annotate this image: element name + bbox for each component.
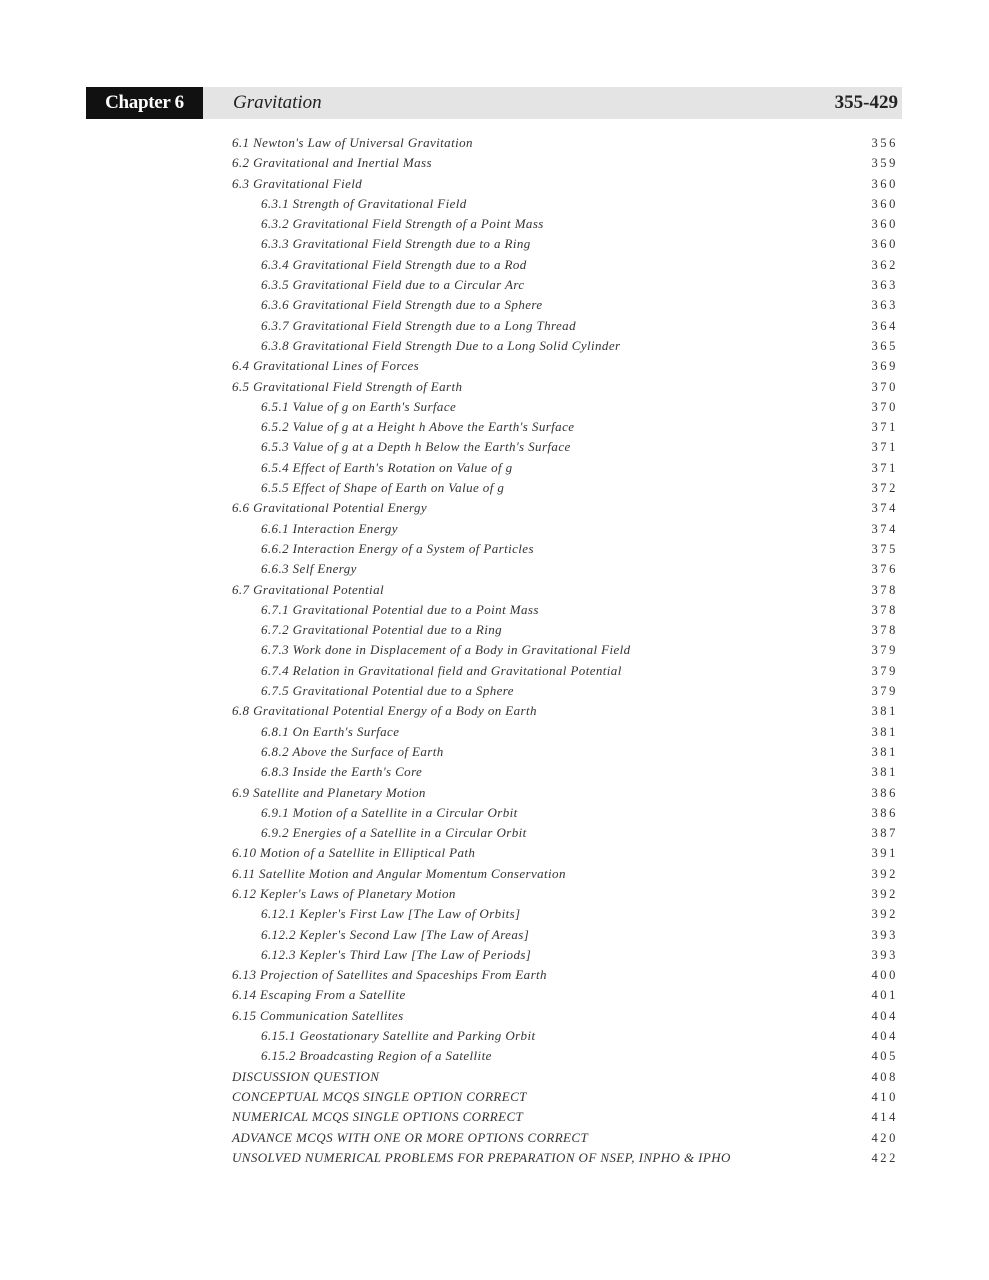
toc-entry <box>232 884 900 904</box>
toc-entry <box>232 600 900 620</box>
toc-entry-title: 6.10 Motion of a Satellite in Elliptical Path <box>232 845 476 861</box>
toc-entry <box>232 377 900 397</box>
toc-entry <box>232 356 900 376</box>
toc-entry-page: 376 <box>871 562 898 577</box>
toc-entry <box>232 153 900 173</box>
toc-entry <box>232 295 900 315</box>
chapter-title: Gravitation <box>233 92 322 113</box>
toc-entry-page: 369 <box>871 359 898 374</box>
toc-entry-page: 379 <box>871 663 898 678</box>
toc-entry <box>232 1128 900 1148</box>
toc-entry <box>232 519 900 539</box>
toc-entry <box>232 580 900 600</box>
chapter-header <box>86 87 902 119</box>
toc-entry <box>232 783 900 803</box>
toc-entry-page: 401 <box>871 988 898 1003</box>
toc-entry-title: 6.6.1 Interaction Energy <box>261 520 398 536</box>
toc-entry <box>232 762 900 782</box>
toc-entry-page: 359 <box>871 156 898 171</box>
toc-entry-title: 6.4 Gravitational Lines of Forces <box>232 358 420 374</box>
toc-entry <box>232 498 900 518</box>
toc-entry-page: 378 <box>871 623 898 638</box>
toc-entry-title: 6.3.5 Gravitational Field due to a Circular Arc <box>261 277 525 293</box>
toc-entry-page: 404 <box>871 1029 898 1044</box>
toc-entry <box>232 620 900 640</box>
toc-entry-title: 6.3 Gravitational Field <box>232 175 363 191</box>
toc-entry-page: 356 <box>871 136 898 150</box>
toc-entry-page: 370 <box>871 399 898 414</box>
toc-entry <box>232 437 900 457</box>
toc-entry <box>232 275 900 295</box>
toc-entry <box>232 925 900 945</box>
toc-entry-title: 6.3.6 Gravitational Field Strength due to a Sphere <box>261 297 543 313</box>
toc-entry <box>232 336 900 356</box>
toc-entry-page: 422 <box>871 1150 898 1165</box>
toc-entry-title: 6.3.3 Gravitational Field Strength due to a Ring <box>261 236 531 252</box>
toc-entry <box>232 174 900 194</box>
toc-entry-page: 381 <box>871 704 898 719</box>
toc-entry <box>232 478 900 498</box>
toc-entry-page: 362 <box>871 257 898 272</box>
chapter-label: Chapter 6 <box>86 87 203 119</box>
toc-entry-page: 410 <box>871 1089 898 1104</box>
toc-entry <box>232 965 900 985</box>
toc-entry <box>232 214 900 234</box>
toc-entry-title: 6.15.2 Broadcasting Region of a Satellite <box>261 1048 492 1064</box>
toc-entry-page: 374 <box>871 521 898 536</box>
toc-entry-page: 378 <box>871 602 898 617</box>
toc-entry-title: 6.7.1 Gravitational Potential due to a Point Mass <box>261 601 539 617</box>
toc-entry-title: 6.3.7 Gravitational Field Strength due to a Long Thread <box>261 317 576 333</box>
toc-entry <box>232 985 900 1005</box>
toc-entry <box>232 1067 900 1087</box>
toc-entry-page: 393 <box>871 947 898 962</box>
toc-entry-title: 6.3.2 Gravitational Field Strength of a Point Mass <box>261 216 544 232</box>
toc-entry-title: 6.7.4 Relation in Gravitational field and Gravitational Potential <box>261 662 622 678</box>
toc-entry-title: 6.9.2 Energies of a Satellite in a Circular Orbit <box>261 825 527 841</box>
toc-entry-title: 6.7 Gravitational Potential <box>232 581 384 597</box>
toc-entry <box>232 661 900 681</box>
toc-entry-page: 386 <box>871 805 898 820</box>
toc-entry <box>232 255 900 275</box>
toc-entry <box>232 316 900 336</box>
toc-entry-title: 6.3.8 Gravitational Field Strength Due to a Long Solid Cylinder <box>261 337 621 353</box>
toc-entry <box>232 823 900 843</box>
toc-entry <box>232 1006 900 1026</box>
toc-entry-title: 6.11 Satellite Motion and Angular Momentum Conservation <box>232 865 566 881</box>
toc-entry <box>232 417 900 437</box>
toc-entry-page: 405 <box>871 1049 898 1064</box>
toc-entry-page: 378 <box>871 582 898 597</box>
toc-entry-page: 360 <box>871 176 898 191</box>
toc-entry-page: 364 <box>871 318 898 333</box>
toc-entry-page: 363 <box>871 298 898 313</box>
toc-entry-page: 400 <box>871 968 898 983</box>
toc-entry <box>232 864 900 884</box>
toc-entry-title: 6.7.5 Gravitational Potential due to a Sphere <box>261 683 514 699</box>
toc-entry <box>232 945 900 965</box>
toc-entry-page: 392 <box>871 866 898 881</box>
toc-entry-title: ADVANCE MCQS WITH ONE OR MORE OPTIONS CORRECT <box>232 1129 589 1145</box>
table-of-contents <box>232 133 900 1168</box>
toc-entry-page: 360 <box>871 217 898 232</box>
toc-entry-page: 392 <box>871 886 898 901</box>
toc-entry <box>232 194 900 214</box>
toc-entry-title: 6.9.1 Motion of a Satellite in a Circular Orbit <box>261 804 518 820</box>
toc-entry-title: UNSOLVED NUMERICAL PROBLEMS FOR PREPARATION OF NSEP, INPHO & IPHO <box>232 1149 731 1165</box>
toc-entry-title: 6.9 Satellite and Planetary Motion <box>232 784 426 800</box>
toc-entry-page: 381 <box>871 724 898 739</box>
toc-entry <box>232 843 900 863</box>
toc-entry-page: 392 <box>871 907 898 922</box>
toc-entry-title: 6.3.1 Strength of Gravitational Field <box>261 195 467 211</box>
toc-entry-page: 420 <box>871 1130 898 1145</box>
toc-entry-title: 6.5.3 Value of g at a Depth h Below the Earth's Surface <box>261 439 571 455</box>
toc-entry <box>232 559 900 579</box>
toc-entry-page: 379 <box>871 643 898 658</box>
toc-entry-title: DISCUSSION QUESTION <box>232 1068 380 1084</box>
toc-entry <box>232 742 900 762</box>
toc-entry <box>232 904 900 924</box>
toc-entry-page: 360 <box>871 237 898 252</box>
toc-entry-page: 387 <box>871 826 898 841</box>
toc-entry-title: 6.12.2 Kepler's Second Law [The Law of Areas] <box>261 926 530 942</box>
toc-entry-page: 365 <box>871 338 898 353</box>
toc-entry-title: 6.12.3 Kepler's Third Law [The Law of Periods] <box>261 946 532 962</box>
toc-entry-title: 6.15.1 Geostationary Satellite and Parking Orbit <box>261 1028 536 1044</box>
toc-entry-page: 360 <box>871 196 898 211</box>
toc-entry-title: 6.3.4 Gravitational Field Strength due to a Rod <box>261 256 527 272</box>
toc-entry <box>232 1148 900 1168</box>
toc-entry-page: 363 <box>871 278 898 293</box>
toc-entry-page: 371 <box>871 460 898 475</box>
toc-entry <box>232 640 900 660</box>
toc-entry <box>232 1046 900 1066</box>
toc-entry-title: 6.8.2 Above the Surface of Earth <box>261 743 444 759</box>
toc-entry-title: 6.7.3 Work done in Displacement of a Body in Gravitational Field <box>261 642 631 658</box>
toc-entry-title: 6.8.1 On Earth's Surface <box>261 723 400 739</box>
toc-entry-title: 6.7.2 Gravitational Potential due to a Ring <box>261 622 503 638</box>
toc-entry-page: 404 <box>871 1008 898 1023</box>
toc-entry-page: 371 <box>871 440 898 455</box>
toc-entry <box>232 803 900 823</box>
toc-entry-title: NUMERICAL MCQS SINGLE OPTIONS CORRECT <box>232 1109 524 1125</box>
toc-entry-title: 6.5.4 Effect of Earth's Rotation on Value of g <box>261 459 513 475</box>
toc-entry <box>232 722 900 742</box>
toc-entry <box>232 681 900 701</box>
toc-entry-title: 6.8.3 Inside the Earth's Core <box>261 764 423 780</box>
toc-entry-page: 414 <box>871 1110 898 1125</box>
chapter-title-bar <box>203 87 902 119</box>
toc-entry-title: 6.8 Gravitational Potential Energy of a Body on Earth <box>232 703 537 719</box>
toc-entry-page: 379 <box>871 684 898 699</box>
toc-entry-title: 6.2 Gravitational and Inertial Mass <box>232 155 432 171</box>
toc-entry-title: 6.5.2 Value of g at a Height h Above the Earth's Surface <box>261 419 575 435</box>
toc-entry <box>232 539 900 559</box>
toc-entry-page: 370 <box>871 379 898 394</box>
toc-entry-page: 408 <box>871 1069 898 1084</box>
toc-entry-title: 6.13 Projection of Satellites and Spaceships From Earth <box>232 967 547 983</box>
toc-entry <box>232 234 900 254</box>
toc-entry-title: 6.6 Gravitational Potential Energy <box>232 500 428 516</box>
toc-entry <box>232 397 900 417</box>
toc-entry-title: 6.15 Communication Satellites <box>232 1007 404 1023</box>
toc-entry <box>232 1087 900 1107</box>
toc-entry-page: 372 <box>871 481 898 496</box>
toc-entry-page: 391 <box>871 846 898 861</box>
toc-entry-title: 6.12 Kepler's Laws of Planetary Motion <box>232 885 456 901</box>
toc-entry <box>232 1107 900 1127</box>
toc-entry-page: 381 <box>871 765 898 780</box>
toc-entry <box>232 701 900 721</box>
toc-entry-title: 6.5.5 Effect of Shape of Earth on Value of g <box>261 480 505 496</box>
toc-entry-title: 6.12.1 Kepler's First Law [The Law of Orbits] <box>261 906 521 922</box>
toc-entry <box>232 133 900 153</box>
toc-entry-title: 6.1 Newton's Law of Universal Gravitation <box>232 135 473 150</box>
toc-entry-title: 6.5.1 Value of g on Earth's Surface <box>261 398 457 414</box>
toc-entry-page: 375 <box>871 541 898 556</box>
toc-entry-page: 381 <box>871 744 898 759</box>
toc-entry-title: CONCEPTUAL MCQS SINGLE OPTION CORRECT <box>232 1088 527 1104</box>
toc-entry-page: 374 <box>871 501 898 516</box>
toc-entry-page: 393 <box>871 927 898 942</box>
toc-entry-title: 6.14 Escaping From a Satellite <box>232 987 406 1003</box>
toc-entry <box>232 458 900 478</box>
toc-entry-title: 6.5 Gravitational Field Strength of Earth <box>232 378 463 394</box>
toc-entry-page: 371 <box>871 420 898 435</box>
toc-entry-title: 6.6.2 Interaction Energy of a System of Particles <box>261 540 534 556</box>
toc-entry-title: 6.6.3 Self Energy <box>261 561 357 577</box>
toc-entry-page: 386 <box>871 785 898 800</box>
toc-entry <box>232 1026 900 1046</box>
chapter-page-range: 355-429 <box>834 92 898 113</box>
